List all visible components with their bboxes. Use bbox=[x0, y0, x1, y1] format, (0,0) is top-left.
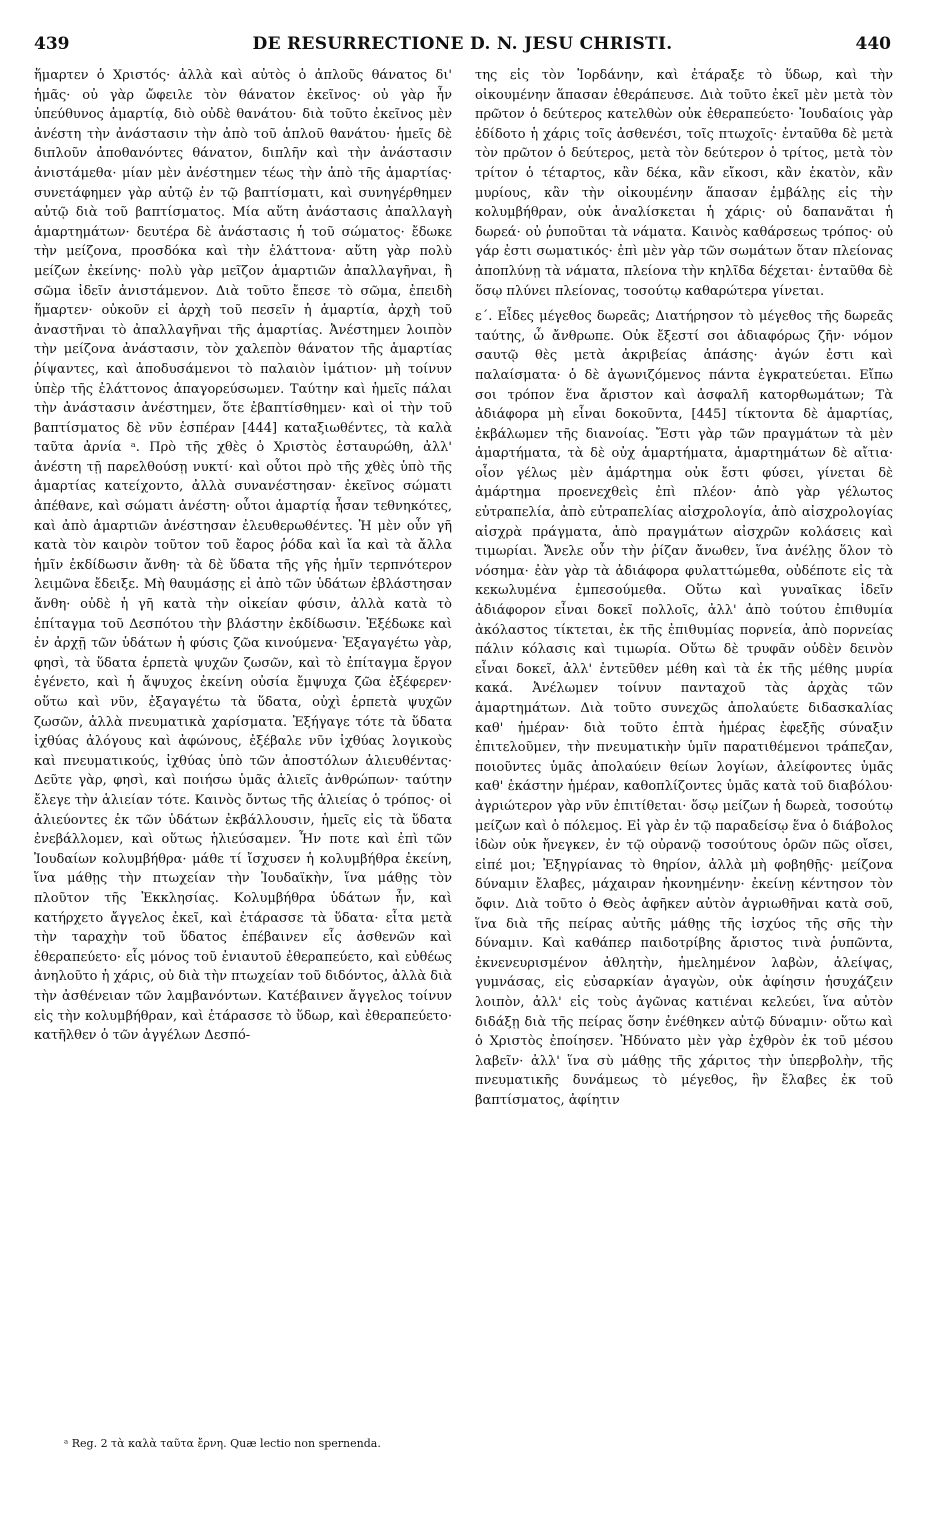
left-paragraph: ἥμαρτεν ὁ Χριστός· ἀλλὰ καὶ αὐτὸς ὁ ἀπλοῦς θάνατος δι' ἡμᾶς· οὐ γὰρ ὤφειλε τὸν θάνατον ἐκεῖνος· οὐ γὰρ ἦν ὑπεύθυνος ἁμαρτίᾳ, διὸ οὐδὲ θανάτου· διὰ τοῦτο ἐκεῖνος μὲν ἀνέστη τὴν ἀνάστασιν τὴν ἀπὸ τοῦ ἁπλοῦ θανάτου· ἡμεῖς δὲ διπλοῦν ἀποθανόντες θάνατον, διπλῆν καὶ τὴν ἀνάστασιν ἀνιστάμεθα· μίαν μὲν ἀνέστημεν τέως τὴν ἀπὸ τῆς ἁμαρτίας· συνετάφημεν γὰρ αὐτῷ ἐν τῷ βαπτίσματι, καὶ συνηγέρθημεν αὐτῷ διὰ τοῦ βαπτίσματος. Μία αὕτη ἀνάστασις ἀπαλλαγὴ ἁμαρτημάτων· δευτέρα δὲ ἀνάστασις ἡ τοῦ σώματος· ἔδωκε τὴν μείζονα, προσδόκα καὶ τὴν ἐλάττονα· αὕτη γὰρ πολὺ μείζων ἐκείνης· πολὺ γὰρ μεῖζον ἁμαρτιῶν ἀπαλλαγῆναι, ἢ σῶμα ἰδεῖν ἀνιστάμενον. Διὰ τοῦτο ἔπεσε τὸ σῶμα, ἐπειδὴ ἥμαρτεν· οὐκοῦν εἰ ἀρχὴ τοῦ πεσεῖν ἡ ἁμαρτία, ἀρχὴ τοῦ ἀναστῆναι τὸ ἀπαλλαγῆναι τῆς ἁμαρτίας. Ἀνέστημεν λοιπὸν τὴν μείζονα ἀνάστασιν, τὸν χαλεπὸν θάνατον τῆς ἁμαρτίας ῥίψαντες, καὶ ἀποδυσάμενοι τὸ παλαιὸν ἱμάτιον· μὴ τοίνυν ὑπὲρ τῆς ἐλάττονος ἀπαγορεύσωμεν. Ταύτην καὶ ἡμεῖς πάλαι τὴν ἀνάστασιν ἀνέστημεν, ὅτε ἐβαπτίσθημεν· καὶ οἱ τὴν τοῦ βαπτίσματος δὲ νῦν ἑσπέραν [444] καταξιωθέντες, τὰ καλὰ ταῦτα ἀρνία ᵃ. Πρὸ τῆς χθὲς ὁ Χριστὸς ἐσταυρώθη, ἀλλ' ἀνέστη τῇ παρελθούσῃ νυκτί· καὶ οὗτοι πρὸ τῆς χθὲς ὑπὸ τῆς ἁμαρτίας κατείχοντο, ἀλλὰ συνανέστησαν· ἐκεῖνος σώματι ἀπέθανε, καὶ σώματι ἀνέστη· οὗτοι ἁμαρτίᾳ ἦσαν τεθνηκότες, καὶ ἀπὸ ἁμαρτιῶν ἀνέστησαν ἐλευθερωθέντες. Ἡ μὲν οὖν γῆ κατὰ τὸν καιρὸν τοῦτον τοῦ ἔαρος ῥόδα καὶ ἴα καὶ τὰ ἄλλα ἡμῖν ἐκδίδωσιν ἄνθη· τὰ δὲ ὕδατα τῆς γῆς ἡμῖν τερπνότερον λειμῶνα ἔδειξε. Μὴ θαυμάσῃς εἰ ἀπὸ τῶν ὑδάτων ἐβλάστησαν ἄνθη· οὐδὲ ἡ γῆ κατὰ τὴν οἰκείαν φύσιν, ἀλλὰ κατὰ τὸ ἐπίταγμα τοῦ Δεσπότου τὴν βλάστην ἐκδίδωσιν. Ἐξέδωκε καὶ ἐν ἀρχῇ τῶν ὑδάτων ἡ φύσις ζῶα κινούμενα· Ἐξαγαγέτω γὰρ, φησὶ, τὰ ὕδατα ἑρπετὰ ψυχῶν ζωσῶν, καὶ τὸ ἐπίταγμα ἔργον ἐγένετο, καὶ ἡ ἄψυχος ἐκείνη οὐσία ἔμψυχα ζῶα ἐξέφερεν· οὕτω καὶ νῦν, ἐξαγαγέτω τὰ ὕδατα, οὐχὶ ἑρπετὰ ψυχῶν ζωσῶν, ἀλλὰ πνευματικὰ χαρίσματα. Ἐξήγαγε τότε τὰ ὕδατα ἰχθύας ἀλόγους καὶ ἀφώνους, ἐξέβαλε νῦν ἰχθύας λογικοὺς καὶ πνευματικούς, ἰχθύας ὑπὸ τῶν ἀποστόλων ἁλιευθέντας· Δεῦτε γὰρ, φησὶ, καὶ ποιήσω ὑμᾶς ἁλιεῖς ἀνθρώπων· ταύτην ἔλεγε τὴν ἁλιείαν τότε. Καινὸς ὄντως τῆς ἁλιείας ὁ τρόπος· οἱ ἁλιεύοντες ἐκ τῶν ὑδάτων ἐκβάλλουσιν, ἡμεῖς εἰς τὰ ὕδατα ἐνεβάλλομεν, καὶ οὕτως ἡλιεύσαμεν. Ἦν ποτε καὶ ἐπὶ τῶν Ἰουδαίων κολυμβήθρα· μάθε τί ἴσχυσεν ἡ κολυμβήθρα ἐκείνη, ἵνα μάθῃς τὴν πτωχείαν τὴν Ἰουδαϊκὴν, ἵνα μάθῃς τὸν πλοῦτον τῆς Ἐκκλησίας. Κολυμβήθρα ὑδάτων ἦν, καὶ κατήρχετο ἄγγελος ἐκεῖ, καὶ ἐτάρασσε τὰ ὕδατα· εἶτα μετὰ τὴν ταραχὴν τοῦ ὕδατος ἐπέβαινεν εἷς ἀσθενῶν καὶ ἐθεραπεύετο· εἷς μόνος τοῦ ἐνιαυτοῦ ἐθεραπεύετο, καὶ εὐθέως ἀνηλοῦτο ἡ χάρις, οὐ διὰ τὴν πτωχείαν τοῦ διδόντος, ἀλλὰ διὰ τὴν ἀσθένειαν τῶν λαμβανόντων. Κατέβαινεν ἄγγελος τοίνυν εἰς τὴν κολυμβήθραν, καὶ ἐτάρασσε τὸ ὕδωρ, καὶ ἐθεραπεύετο· κατῆλθεν ὁ τῶν ἀγγέλων Δεσπό- bbox=[34, 68, 452, 1044]
left-column bbox=[34, 66, 452, 1052]
footnote: ᵃ Reg. 2 τὰ καλὰ ταῦτα ἔρνη. Quæ lectio non spernenda. bbox=[64, 1437, 381, 1450]
right-paragraph: της εἰς τὸν Ἰορδάνην, καὶ ἐτάραξε τὸ ὕδωρ, καὶ τὴν οἰκουμένην ἅπασαν ἐθεράπευσε. Διὰ τοῦτο ἐκεῖ μὲν μετὰ τὸν πρῶτον ὁ δεύτερος κατελθὼν οὐκ ἐθεραπεύετο· Ἰουδαίοις γὰρ ἐδίδοτο ἡ χάρις τοῖς ἀσθενέσι, τοῖς πτωχοῖς· ἐνταῦθα δὲ μετὰ τὸν πρῶτον ὁ δεύτερος, μετὰ τὸν δεύτερον ὁ τρίτος, μετὰ τὸν τρίτον ὁ τέταρτος, κἂν δέκα, κἂν εἴκοσι, κἂν ἑκατὸν, κἂν μυρίους, κἂν τὴν οἰκουμένην ἅπασαν ἐμβάλῃς εἰς τὴν κολυμβήθραν, οὐκ ἀναλίσκεται ἡ χάρις· οὐ δαπανᾶται ἡ δωρεά· οὐ ῥυποῦται τὰ νάματα. Καινὸς καθάρσεως τρόπος· οὐ γάρ ἐστι σωματικός· ἐπὶ μὲν γὰρ τῶν σωμάτων ὅταν πλείονας ἀποπλύνῃ τὰ νάματα, πλείονα τὴν κηλῖδα δέχεται· ἐνταῦθα δὲ ὅσῳ πλύνει πλείονας, τοσούτῳ καθαρώτερα γίνεται. bbox=[475, 68, 893, 299]
page-number-right: 440 bbox=[855, 34, 891, 54]
page-header bbox=[34, 34, 891, 60]
running-title: DE RESURRECTIONE D. N. JESU CHRISTI. bbox=[252, 34, 673, 54]
right-column bbox=[475, 66, 893, 1116]
right-paragraph: ε΄. Εἶδες μέγεθος δωρεᾶς; Διατήρησον τὸ μέγεθος τῆς δωρεᾶς ταύτης, ὦ ἄνθρωπε. Οὐκ ἔξεστί σοι ἀδιαφόρως ζῆν· νόμον σαυτῷ θὲς μετὰ ἀκριβείας ἁπάσης· ἀγών ἐστι καὶ παλαίσματα· ὁ δὲ ἀγωνιζόμενος πάντα ἐγκρατεύεται. Εἴπω σοι τρόπον ἕνα ἄριστον καὶ ἀσφαλῆ κατορθωμάτων; Τὰ ἀδιάφορα μὴ εἶναι δοκοῦντα, [445] τίκτοντα δὲ ἁμαρτίας, ἐκβάλωμεν τῆς διανοίας. Ἔστι γὰρ τῶν πραγμάτων τὰ μὲν ἁμαρτήματα, τὰ δὲ οὐχ ἁμαρτήματα, ἁμαρτημάτων δὲ αἴτια· οἷον γέλως μὲν ἁμάρτημα οὐκ ἔστι φύσει, γίνεται δὲ ἁμάρτημα προενεχθεὶς ἐπὶ πλέον· ἀπὸ γὰρ γέλωτος εὐτραπελία, ἀπὸ εὐτραπελίας αἰσχρολογία, ἀπὸ αἰσχρολογίας αἰσχρὰ πράγματα, ἀπὸ πραγμάτων αἰσχρῶν κολάσεις καὶ τιμωρίαι. Ἄνελε οὖν τὴν ῥίζαν ἄνωθεν, ἵνα ἀνέλῃς ὅλον τὸ νόσημα· ἐὰν γὰρ τὰ ἀδιάφορα φυλαττώμεθα, οὐδέποτε εἰς τὰ κεκωλυμένα ἐμπεσούμεθα. Οὕτω καὶ γυναῖκας ἰδεῖν ἀδιάφορον εἶναι δοκεῖ πολλοῖς, ἀλλ' ἀπὸ τούτου ἐπιθυμία ἀκόλαστος τίκτεται, ἐκ τῆς ἐπιθυμίας πορνεία, ἀπὸ πορνείας πάλιν κόλασις καὶ τιμωρία. Οὕτω δὲ τρυφᾶν οὐδὲν δεινὸν εἶναι δοκεῖ, ἀλλ' ἐντεῦθεν μέθη καὶ τὰ ἐκ τῆς μέθης μυρία κακά. Ἀνέλωμεν τοίνυν πανταχοῦ τὰς ἀρχὰς τῶν ἁμαρτημάτων. Διὰ τοῦτο συνεχῶς ἀπολαύετε διδασκαλίας καθ' ἡμέραν· διὰ τοῦτο ἑπτὰ ἡμέρας ἐφεξῆς σύναξιν ἐπιτελοῦμεν, τὴν πνευματικὴν ὑμῖν παρατιθέμενοι τράπεζαν, ποιοῦντες ὑμᾶς ἀπολαύειν θείων λογίων, ἀλείφοντες ὑμᾶς καθ' ἑκάστην ἡμέραν, καθοπλίζοντες ὑμᾶς κατὰ τοῦ διαβόλου· ἀγριώτερον γὰρ νῦν ἐπιτίθεται· ὅσῳ μείζων ἡ δωρεὰ, τοσούτῳ μείζων καὶ ὁ πόλεμος. Εἰ γὰρ ἐν τῷ παραδείσῳ ἕνα ὁ διάβολος ἰδὼν οὐκ ἤνεγκεν, ἐν τῷ οὐρανῷ τοσούτους ὁρῶν πῶς οἴσει, εἰπέ μοι; Ἐξηγρίανας τὸ θηρίον, ἀλλὰ μὴ φοβηθῇς· μείζονα δύναμιν ἔλαβες, μάχαιραν ἠκονημένην· ἐκείνῃ κέντησον τὸν ὄφιν. Διὰ τοῦτο ὁ Θεὸς ἀφῆκεν αὐτὸν ἀγριωθῆναι κατὰ σοῦ, ἵνα διὰ τῆς πείρας αὐτῆς μάθῃς τῆς ἰσχύος τῆς σῆς τὴν δύναμιν. Καὶ καθάπερ παιδοτρίβης ἄριστος τινὰ ῥυπῶντα, ἐκνενευρισμένον ἀθλητὴν, ἠμελημένον λαβὼν, ἀλείψας, γυμνάσας, εἰς εὐσαρκίαν ἀγαγὼν, οὐκ ἀφίησιν ἡσυχάζειν λοιπὸν, ἀλλ' εἰς τοὺς ἀγῶνας κατιέναι κελεύει, ἵνα αὐτὸν διδάξῃ διὰ τῆς πείρας ὅσην ἐνέθηκεν αὐτῷ δύναμιν· οὕτω καὶ ὁ Χριστὸς ἐποίησεν. Ἠδύνατο μὲν γὰρ ἐχθρὸν ἐκ τοῦ μέσου λαβεῖν· ἀλλ' ἵνα σὺ μάθῃς τῆς χάριτος τὴν ὑπερβολὴν, τῆς πνευματικῆς δυνάμεως τὸ μέγεθος, ἣν ἔλαβες ἐκ τοῦ βαπτίσματος, ἀφίητιν bbox=[475, 309, 893, 1108]
page-number-left: 439 bbox=[34, 34, 70, 54]
